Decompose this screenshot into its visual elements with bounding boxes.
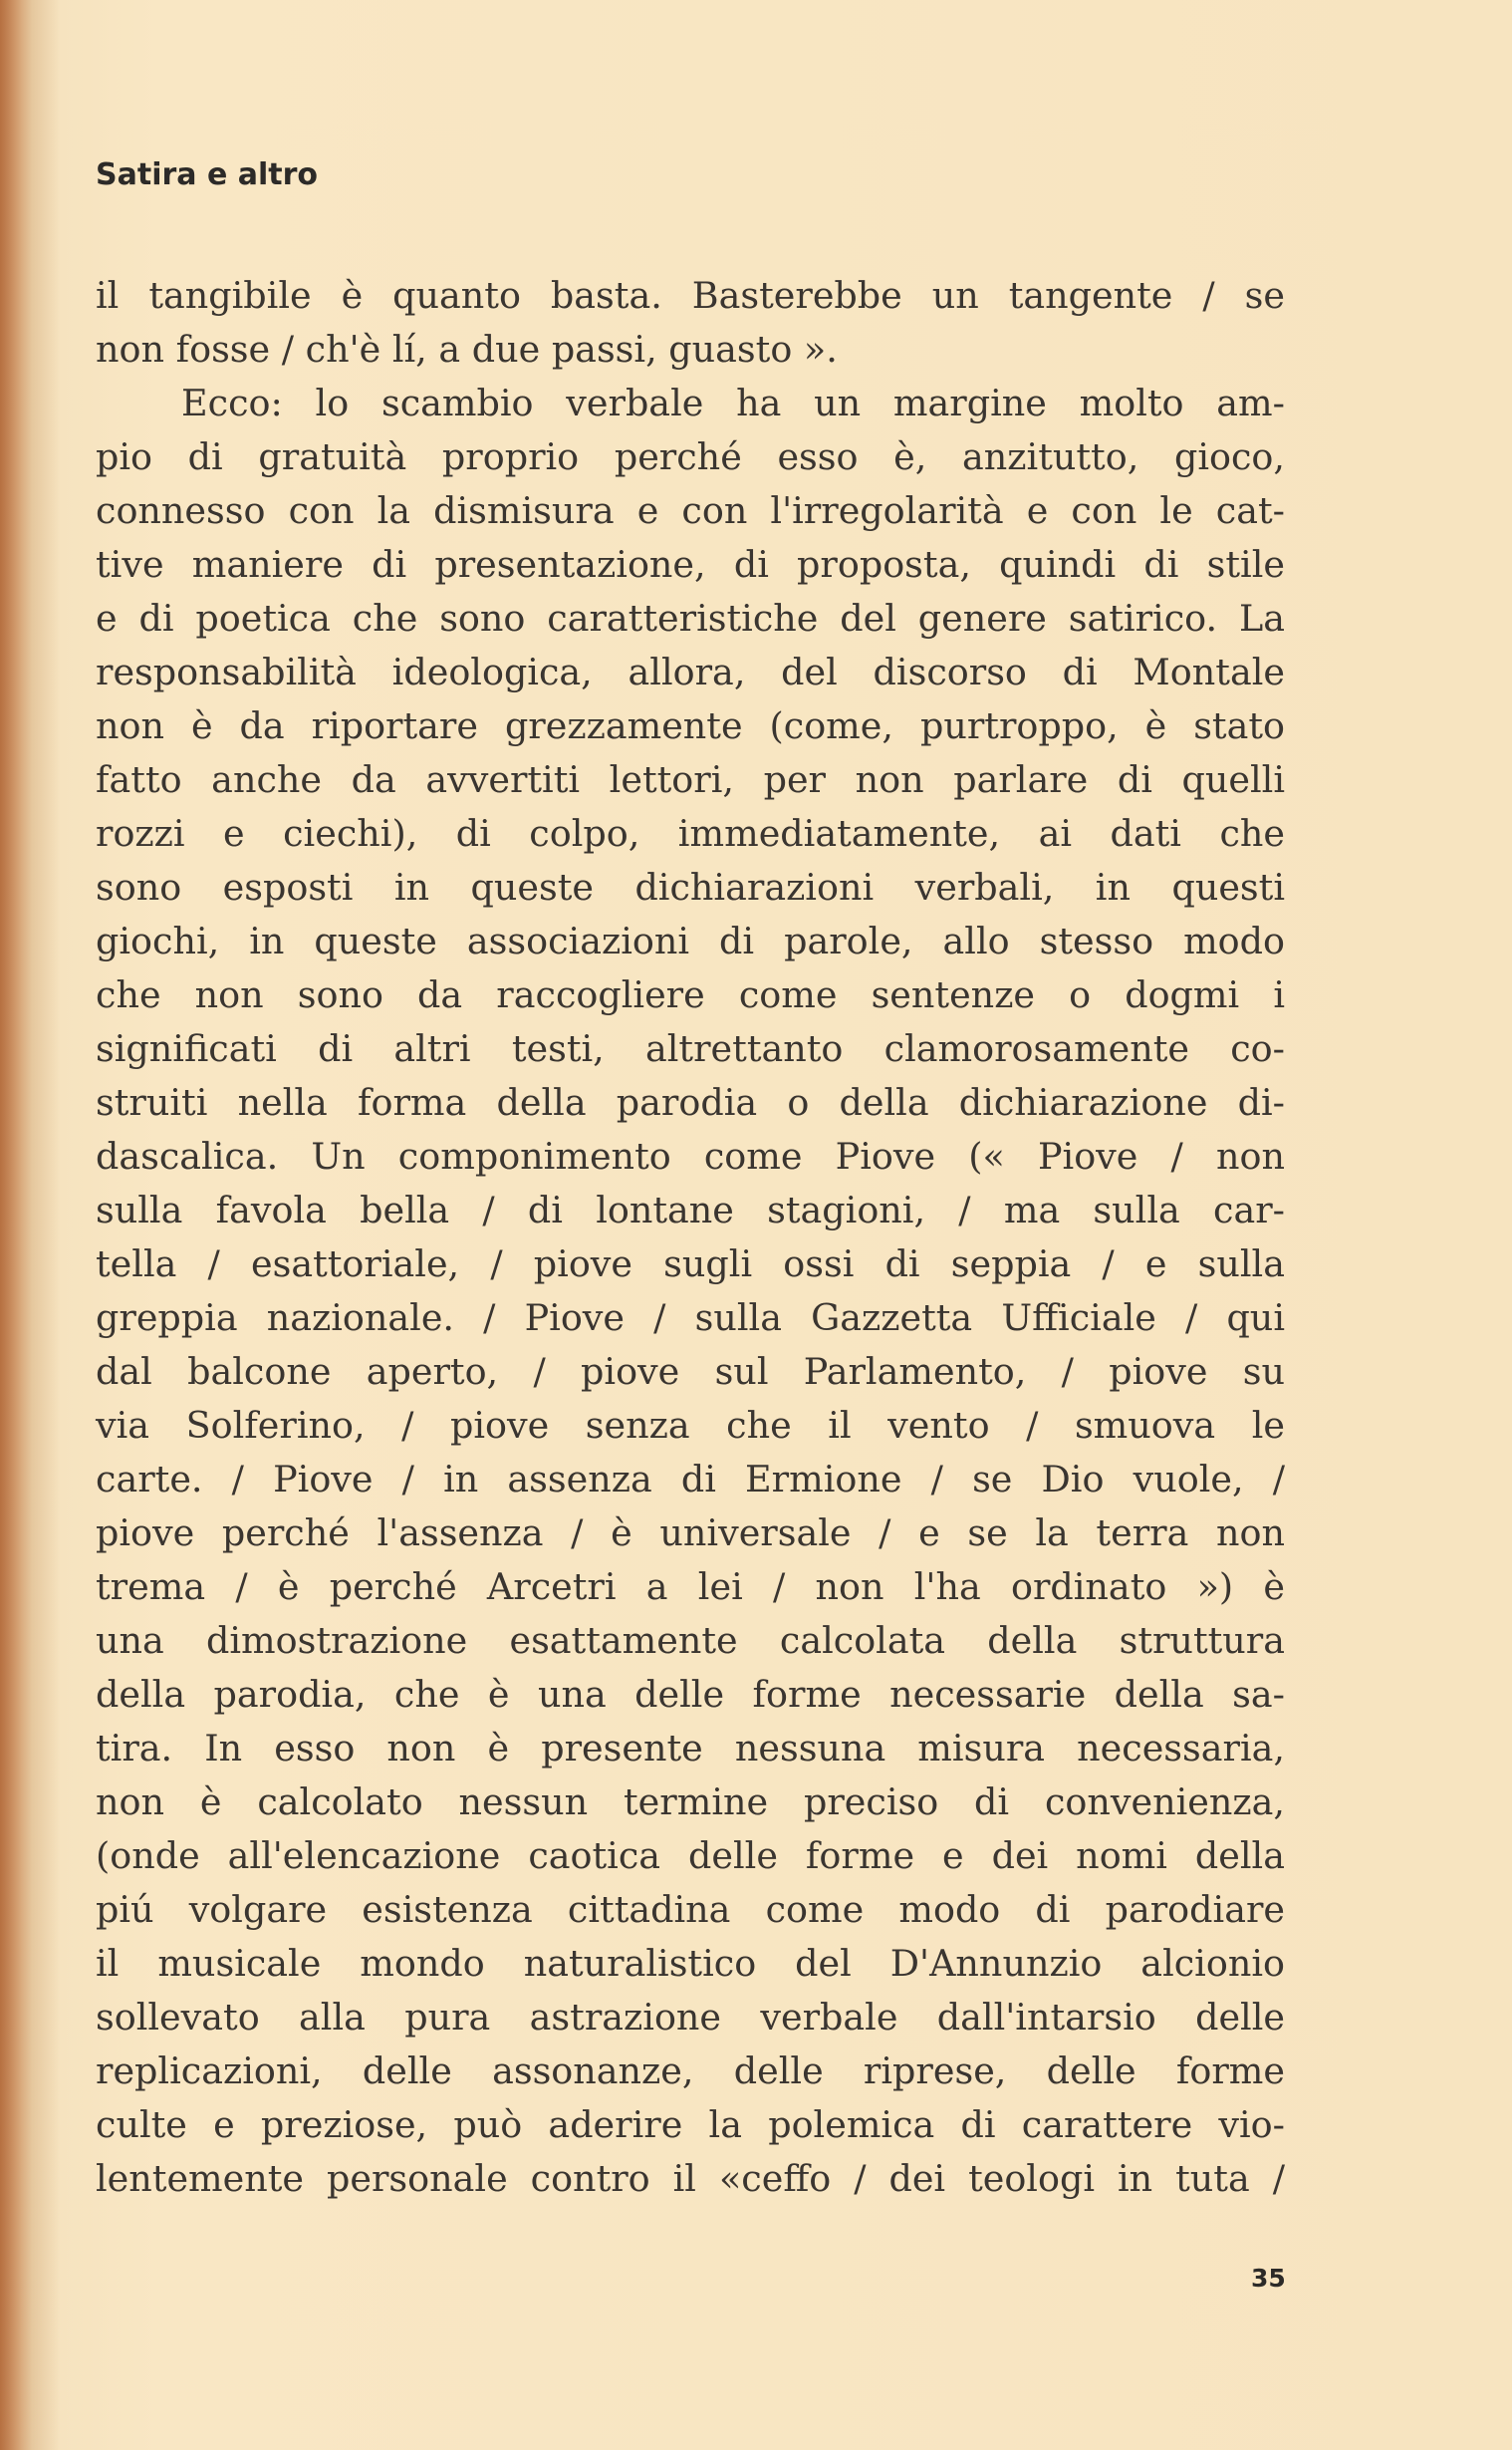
text-line: tella / esattoriale, / piove sugli ossi di seppia / e sulla bbox=[96, 1242, 1285, 1285]
text-line: connesso con la dismisura e con l'irregolarità e con le cat- bbox=[96, 489, 1285, 532]
text-line: (onde all'elencazione caotica delle forme e dei nomi della bbox=[96, 1834, 1285, 1877]
text-line: carte. / Piove / in assenza di Ermione / se Dio vuole, / bbox=[96, 1458, 1285, 1500]
text-line: via Solferino, / piove senza che il vento / smuova le bbox=[96, 1404, 1285, 1447]
text-line: che non sono da raccogliere come sentenze o dogmi i bbox=[96, 973, 1285, 1016]
page-binding-shadow bbox=[0, 0, 60, 2450]
text-line: dal balcone aperto, / piove sul Parlamento, / piove su bbox=[96, 1350, 1285, 1393]
text-line: responsabilità ideologica, allora, del discorso di Montale bbox=[96, 651, 1285, 693]
text-line: fatto anche da avvertiti lettori, per non parlare di quelli bbox=[96, 758, 1285, 801]
text-line: trema / è perché Arcetri a lei / non l'ha ordinato ») è bbox=[96, 1565, 1285, 1608]
text-line: e di poetica che sono caratteristiche del genere satirico. La bbox=[96, 597, 1285, 640]
text-line: non fosse / ch'è lí, a due passi, guasto ». bbox=[96, 328, 838, 371]
text-line: sono esposti in queste dichiarazioni verbali, in questi bbox=[96, 866, 1285, 909]
body-text bbox=[96, 269, 1285, 2206]
text-line: piú volgare esistenza cittadina come modo di parodiare bbox=[96, 1888, 1285, 1931]
text-line: il tangibile è quanto basta. Basterebbe un tangente / se bbox=[96, 274, 1285, 317]
page-number: 35 bbox=[1251, 2264, 1286, 2293]
text-line: pio di gratuità proprio perché esso è, anzitutto, gioco, bbox=[96, 435, 1285, 478]
text-line: culte e preziose, può aderire la polemica di carattere vio- bbox=[96, 2103, 1285, 2146]
text-line: giochi, in queste associazioni di parole, allo stesso modo bbox=[96, 920, 1285, 962]
text-line: Ecco: lo scambio verbale ha un margine molto am- bbox=[181, 382, 1285, 424]
text-line: lentemente personale contro il «ceffo / dei teologi in tuta / bbox=[96, 2157, 1285, 2200]
text-line: tira. In esso non è presente nessuna misura necessaria, bbox=[96, 1727, 1285, 1769]
text-line: una dimostrazione esattamente calcolata della struttura bbox=[96, 1619, 1285, 1662]
text-line: non è da riportare grezzamente (come, purtroppo, è stato bbox=[96, 704, 1285, 747]
text-line: replicazioni, delle assonanze, delle riprese, delle forme bbox=[96, 2049, 1285, 2092]
text-line: piove perché l'assenza / è universale / e se la terra non bbox=[96, 1511, 1285, 1554]
text-line: della parodia, che è una delle forme necessarie della sa- bbox=[96, 1673, 1285, 1716]
text-line: non è calcolato nessun termine preciso di convenienza, bbox=[96, 1780, 1285, 1823]
text-line: dascalica. Un componimento come Piove (« Piove / non bbox=[96, 1135, 1285, 1178]
text-line: greppia nazionale. / Piove / sulla Gazzetta Ufficiale / qui bbox=[96, 1296, 1285, 1339]
text-line: significati di altri testi, altrettanto clamorosamente co- bbox=[96, 1027, 1285, 1070]
text-line: tive maniere di presentazione, di proposta, quindi di stile bbox=[96, 543, 1285, 586]
text-line: sollevato alla pura astrazione verbale dall'intarsio delle bbox=[96, 1996, 1285, 2039]
text-line: struiti nella forma della parodia o della dichiarazione di- bbox=[96, 1081, 1285, 1124]
text-line: il musicale mondo naturalistico del D'Annunzio alcionio bbox=[96, 1942, 1285, 1985]
text-line: sulla favola bella / di lontane stagioni, / ma sulla car- bbox=[96, 1189, 1285, 1231]
running-head: Satira e altro bbox=[96, 157, 319, 192]
text-line: rozzi e ciechi), di colpo, immediatamente, ai dati che bbox=[96, 812, 1285, 855]
